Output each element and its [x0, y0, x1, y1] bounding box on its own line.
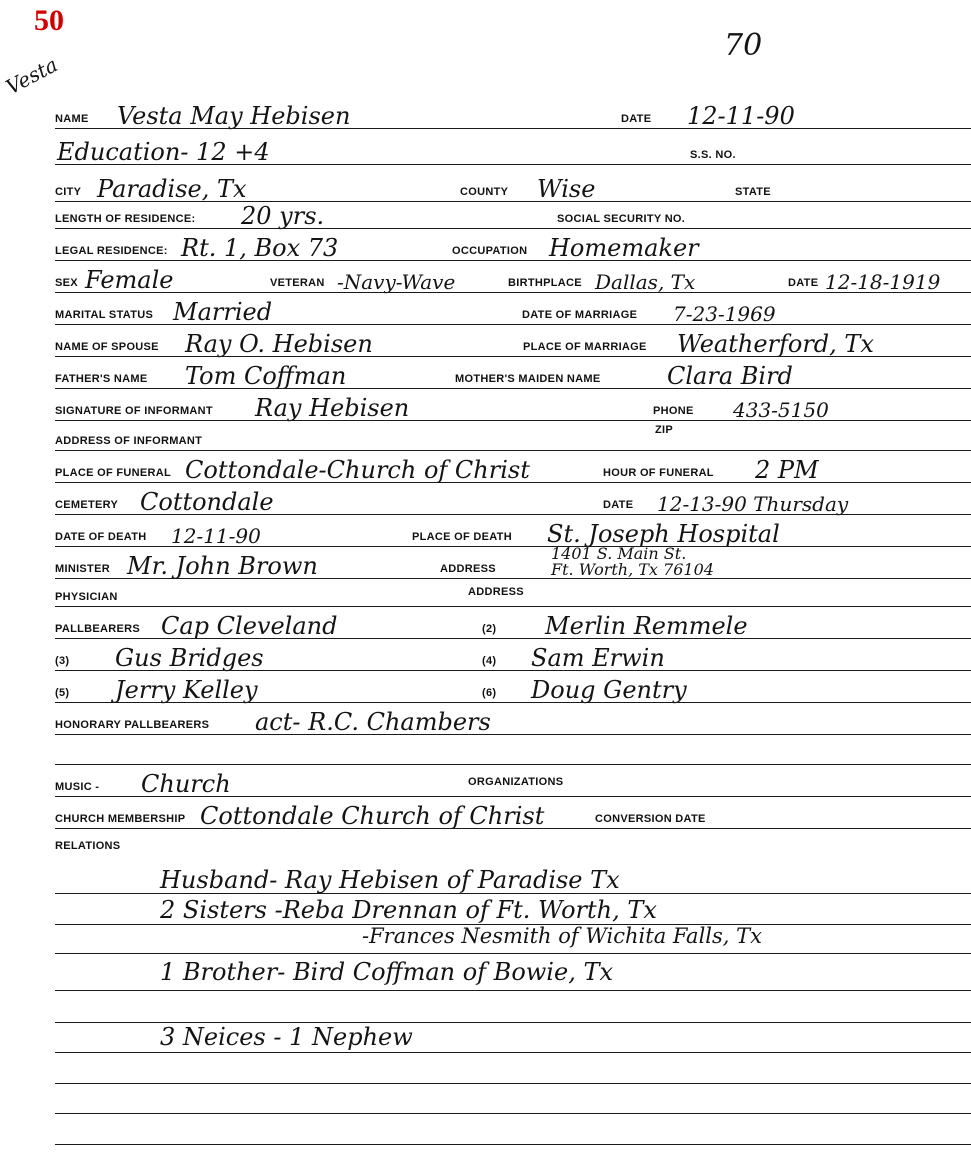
value-place-of-funeral: Cottondale-Church of Christ	[185, 456, 530, 484]
label-state: STATE	[735, 186, 771, 198]
relation-line-4: 1 Brother- Bird Coffman of Bowie, Tx	[160, 958, 613, 986]
value-date: 12-11-90	[687, 102, 795, 130]
label-church-membership: CHURCH MEMBERSHIP	[55, 813, 186, 825]
value-place-of-marriage: Weatherford, Tx	[677, 330, 874, 358]
value-honorary-pallbearers: act- R.C. Chambers	[255, 708, 491, 736]
value-legal-residence: Rt. 1, Box 73	[181, 234, 339, 262]
label-name-of-spouse: NAME OF SPOUSE	[55, 341, 159, 353]
label-date-of-marriage: DATE OF MARRIAGE	[522, 309, 638, 321]
value-date-of-death: 12-11-90	[171, 524, 261, 548]
label-length-of-residence: LENGTH OF RESIDENCE:	[55, 213, 196, 225]
value-minister-address-line2: Ft. Worth, Tx 76104	[551, 560, 714, 579]
row-name	[55, 88, 971, 128]
label-physician-address: ADDRESS	[468, 586, 524, 598]
value-phone: 433-5150	[733, 398, 829, 422]
relation-line-3: -Frances Nesmith of Wichita Falls, Tx	[362, 924, 762, 948]
relation-line-1: Husband- Ray Hebisen of Paradise Tx	[160, 866, 620, 894]
value-minister: Mr. John Brown	[127, 552, 318, 580]
value-pallbearer-3: Gus Bridges	[115, 644, 264, 672]
value-signature-of-informant: Ray Hebisen	[255, 394, 410, 422]
value-cemetery: Cottondale	[140, 488, 274, 516]
label-city: CITY	[55, 186, 82, 198]
row-education	[55, 124, 971, 164]
value-marital-status: Married	[173, 298, 273, 326]
label-pallbearer-6: (6)	[482, 687, 497, 699]
label-pallbearer-2: (2)	[482, 623, 497, 635]
relation-line-5: 3 Neices - 1 Nephew	[160, 1023, 413, 1051]
label-minister-address: ADDRESS	[440, 563, 496, 575]
label-veteran: VETERAN	[270, 277, 325, 289]
value-date-of-marriage: 7-23-1969	[673, 302, 776, 326]
value-name-of-spouse: Ray O. Hebisen	[185, 330, 373, 358]
label-zip: ZIP	[655, 424, 674, 436]
label-name: NAME	[55, 113, 89, 125]
row-honorary-pallbearers	[55, 694, 971, 734]
label-hour-of-funeral: HOUR OF FUNERAL	[603, 467, 714, 479]
relation-line-2: 2 Sisters -Reba Drennan of Ft. Worth, Tx	[160, 896, 657, 924]
value-birthplace: Dallas, Tx	[595, 270, 696, 294]
value-fathers-name: Tom Coffman	[185, 362, 347, 390]
margin-note: Vesta	[2, 52, 62, 100]
label-social-security-no: SOCIAL SECURITY NO.	[557, 213, 686, 225]
value-name: Vesta May Hebisen	[117, 102, 351, 130]
value-church-membership: Cottondale Church of Christ	[200, 802, 545, 830]
value-sex: Female	[85, 266, 174, 294]
row-relations	[55, 822, 971, 862]
label-conversion-date: CONVERSION DATE	[595, 813, 706, 825]
value-pallbearer-2: Merlin Remmele	[545, 612, 748, 640]
value-pallbearer-1: Cap Cleveland	[161, 612, 338, 640]
value-pallbearer-4: Sam Erwin	[531, 644, 665, 672]
label-relations: RELATIONS	[55, 840, 121, 852]
label-physician: PHYSICIAN	[55, 591, 118, 603]
label-legal-residence: LEGAL RESIDENCE:	[55, 245, 168, 257]
label-music: MUSIC -	[55, 781, 100, 793]
value-music: Church	[141, 770, 231, 798]
label-sex: SEX	[55, 277, 78, 289]
label-honorary-pallbearers: HONORARY PALLBEARERS	[55, 719, 210, 731]
value-pallbearer-6: Doug Gentry	[531, 676, 687, 704]
label-fathers-name: FATHER'S NAME	[55, 373, 148, 385]
value-hour-of-funeral: 2 PM	[755, 456, 819, 484]
label-phone: PHONE	[653, 405, 694, 417]
page-number: 50	[34, 4, 64, 37]
label-address-of-informant: ADDRESS OF INFORMANT	[55, 435, 203, 447]
label-pallbearer-3: (3)	[55, 655, 70, 667]
value-length-of-residence: 20 yrs.	[241, 202, 325, 230]
value-place-of-death: St. Joseph Hospital	[547, 520, 780, 548]
value-minister-address-line1: 1401 S. Main St.	[551, 544, 687, 563]
value-county: Wise	[537, 175, 596, 203]
value-pallbearer-5: Jerry Kelley	[115, 676, 258, 704]
label-birth-date: DATE	[788, 277, 819, 289]
value-education: Education- 12 +4	[57, 138, 270, 166]
label-mothers-maiden-name: MOTHER'S MAIDEN NAME	[455, 373, 601, 385]
value-mothers-maiden-name: Clara Bird	[667, 362, 793, 390]
label-place-of-funeral: PLACE OF FUNERAL	[55, 467, 172, 479]
label-minister: MINISTER	[55, 563, 110, 575]
value-veteran: -Navy-Wave	[337, 270, 456, 294]
label-organizations: ORGANIZATIONS	[468, 776, 564, 788]
label-date: DATE	[621, 113, 652, 125]
label-ss-no: S.S. NO.	[690, 149, 736, 161]
value-city: Paradise, Tx	[97, 175, 247, 203]
value-occupation: Homemaker	[549, 234, 699, 262]
label-pallbearer-5: (5)	[55, 687, 70, 699]
label-marital-status: MARITAL STATUS	[55, 309, 154, 321]
label-signature-of-informant: SIGNATURE OF INFORMANT	[55, 405, 213, 417]
label-place-of-marriage: PLACE OF MARRIAGE	[523, 341, 647, 353]
label-pallbearers: PALLBEARERS	[55, 623, 140, 635]
label-occupation: OCCUPATION	[452, 245, 528, 257]
value-birth-date: 12-18-1919	[825, 270, 941, 294]
label-pallbearer-4: (4)	[482, 655, 497, 667]
label-cemetery: CEMETERY	[55, 499, 119, 511]
label-birthplace: BIRTHPLACE	[508, 277, 582, 289]
label-funeral-date: DATE	[603, 499, 634, 511]
value-funeral-date: 12-13-90 Thursday	[657, 492, 849, 516]
label-place-of-death: PLACE OF DEATH	[412, 531, 512, 543]
label-date-of-death: DATE OF DEATH	[55, 531, 147, 543]
record-number: 70	[724, 28, 763, 63]
label-county: COUNTY	[460, 186, 509, 198]
